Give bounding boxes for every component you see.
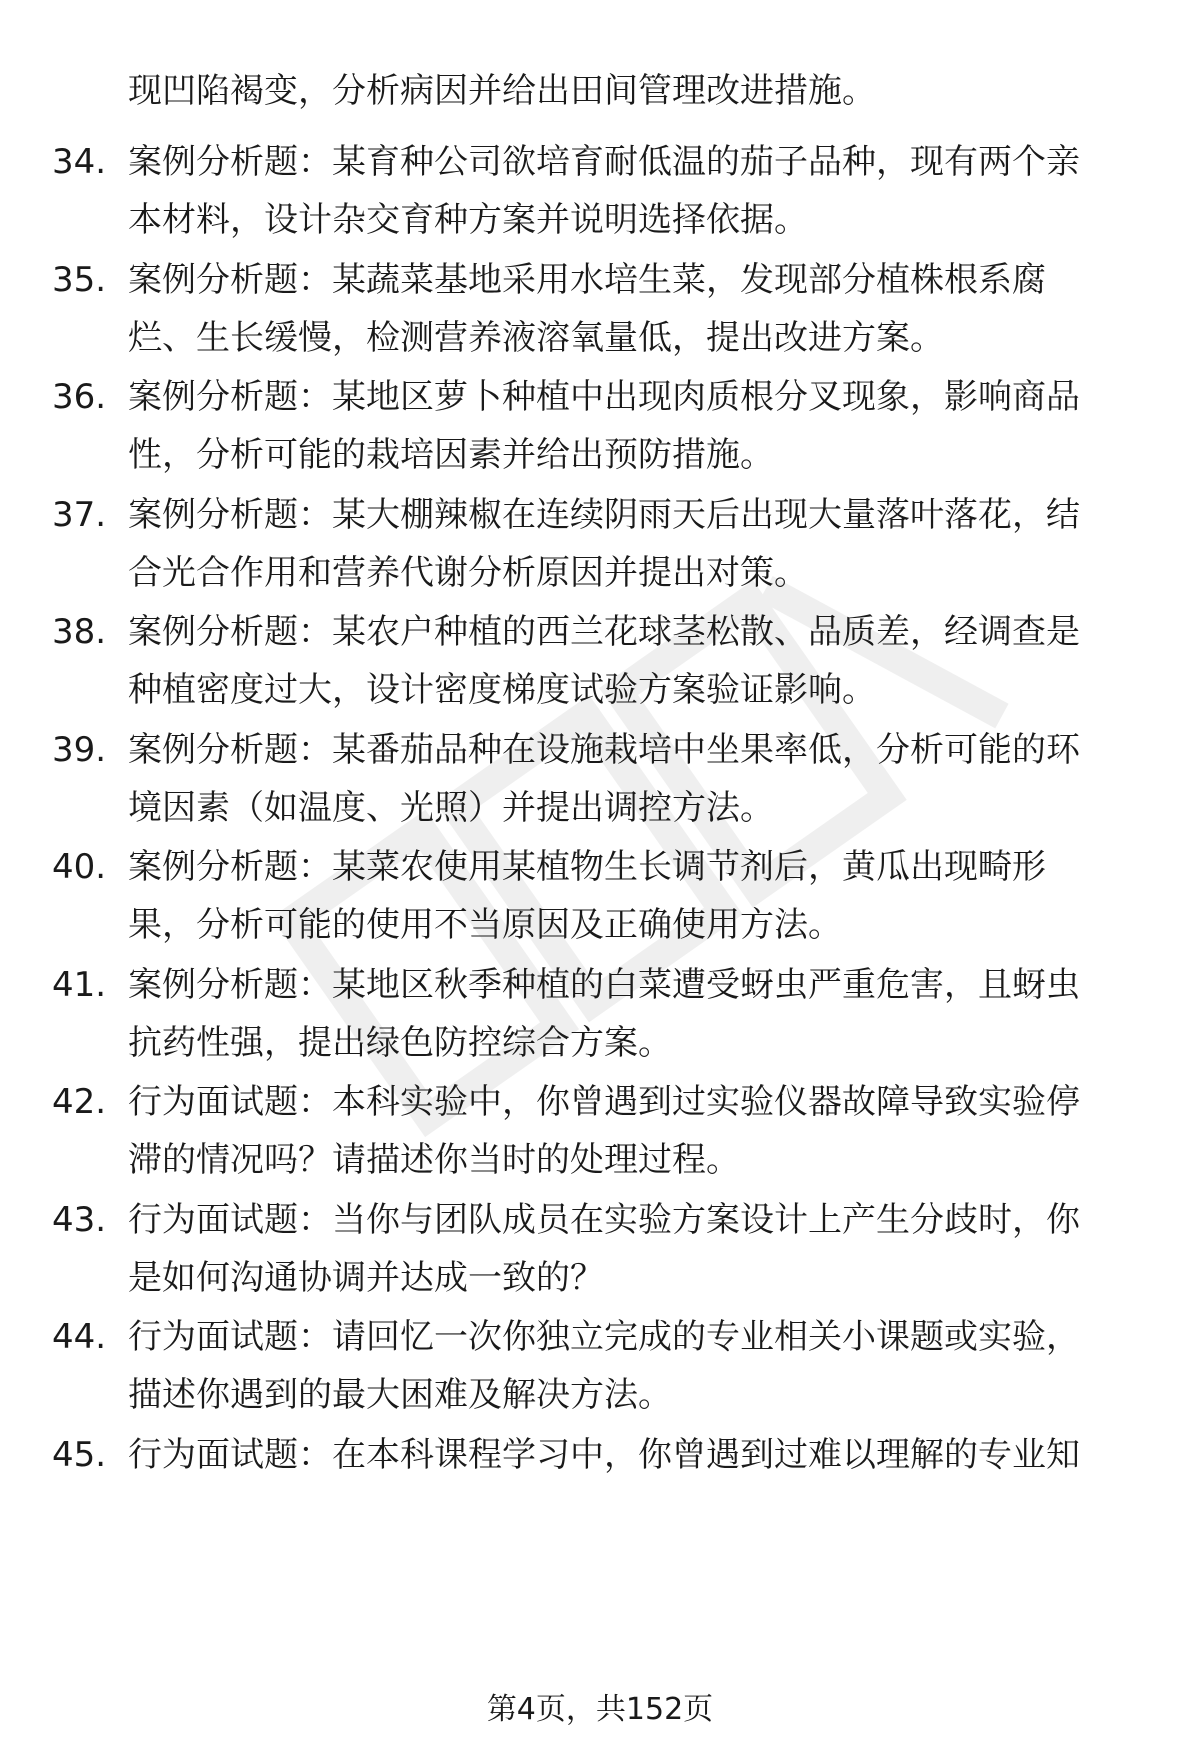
- question-text-line-1: 案例分析题：某农户种植的西兰花球茎松散、品质差，经调查是: [128, 612, 1080, 652]
- question-text-line-1: 案例分析题：某菜农使用某植物生长调节剂后，黄瓜出现畸形: [128, 847, 1046, 887]
- question-text-line-2: 滞的情况吗？请描述你当时的处理过程。: [128, 1140, 740, 1180]
- question-number: 45.: [52, 1435, 107, 1475]
- question-text-line-2: 性，分析可能的栽培因素并给出预防措施。: [128, 435, 774, 475]
- question-number: 40.: [52, 847, 107, 887]
- continuation-text: 现凹陷褐变，分析病因并给出田间管理改进措施。: [128, 71, 876, 111]
- question-number: 44.: [52, 1317, 107, 1357]
- question-number: 41.: [52, 965, 107, 1005]
- question-text-line-1: 案例分析题：某育种公司欲培育耐低温的茄子品种，现有两个亲: [128, 142, 1080, 182]
- question-text-line-1: 案例分析题：某大棚辣椒在连续阴雨天后出现大量落叶落花，结: [128, 495, 1080, 535]
- question-number: 38.: [52, 612, 107, 652]
- question-text-line-1: 行为面试题：请回忆一次你独立完成的专业相关小课题或实验，: [128, 1317, 1080, 1357]
- question-number: 42.: [52, 1082, 107, 1122]
- question-text-line-2: 抗药性强，提出绿色防控综合方案。: [128, 1023, 672, 1063]
- question-text-line-2: 是如何沟通协调并达成一致的？: [128, 1258, 604, 1298]
- question-number: 37.: [52, 495, 107, 535]
- question-text-line-2: 种植密度过大，设计密度梯度试验方案验证影响。: [128, 670, 876, 710]
- question-text-line-2: 描述你遇到的最大困难及解决方法。: [128, 1375, 672, 1415]
- question-text-line-1: 案例分析题：某地区秋季种植的白菜遭受蚜虫严重危害，且蚜虫: [128, 965, 1080, 1005]
- question-number: 43.: [52, 1200, 107, 1240]
- question-number: 36.: [52, 377, 107, 417]
- question-text-line-1: 行为面试题：本科实验中，你曾遇到过实验仪器故障导致实验停: [128, 1082, 1080, 1122]
- question-text-line-2: 烂、生长缓慢，检测营养液溶氧量低，提出改进方案。: [128, 318, 944, 358]
- question-text-line-2: 境因素（如温度、光照）并提出调控方法。: [128, 788, 774, 828]
- question-text-line-2: 果，分析可能的使用不当原因及正确使用方法。: [128, 905, 842, 945]
- question-text-line-1: 案例分析题：某蔬菜基地采用水培生菜，发现部分植株根系腐: [128, 260, 1046, 300]
- question-text-line-2: 合光合作用和营养代谢分析原因并提出对策。: [128, 553, 808, 593]
- question-text-line-1: 案例分析题：某地区萝卜种植中出现肉质根分叉现象，影响商品: [128, 377, 1080, 417]
- question-text-line-1: 案例分析题：某番茄品种在设施栽培中坐果率低，分析可能的环: [128, 730, 1080, 770]
- question-number: 39.: [52, 730, 107, 770]
- question-text-line-1: 行为面试题：当你与团队成员在实验方案设计上产生分歧时，你: [128, 1200, 1080, 1240]
- question-text-line-2: 本材料，设计杂交育种方案并说明选择依据。: [128, 200, 808, 240]
- question-number: 35.: [52, 260, 107, 300]
- question-text-line-1: 行为面试题：在本科课程学习中，你曾遇到过难以理解的专业知: [128, 1435, 1080, 1475]
- page-footer: 第4页，共152页: [486, 1692, 714, 1727]
- question-number: 34.: [52, 142, 107, 182]
